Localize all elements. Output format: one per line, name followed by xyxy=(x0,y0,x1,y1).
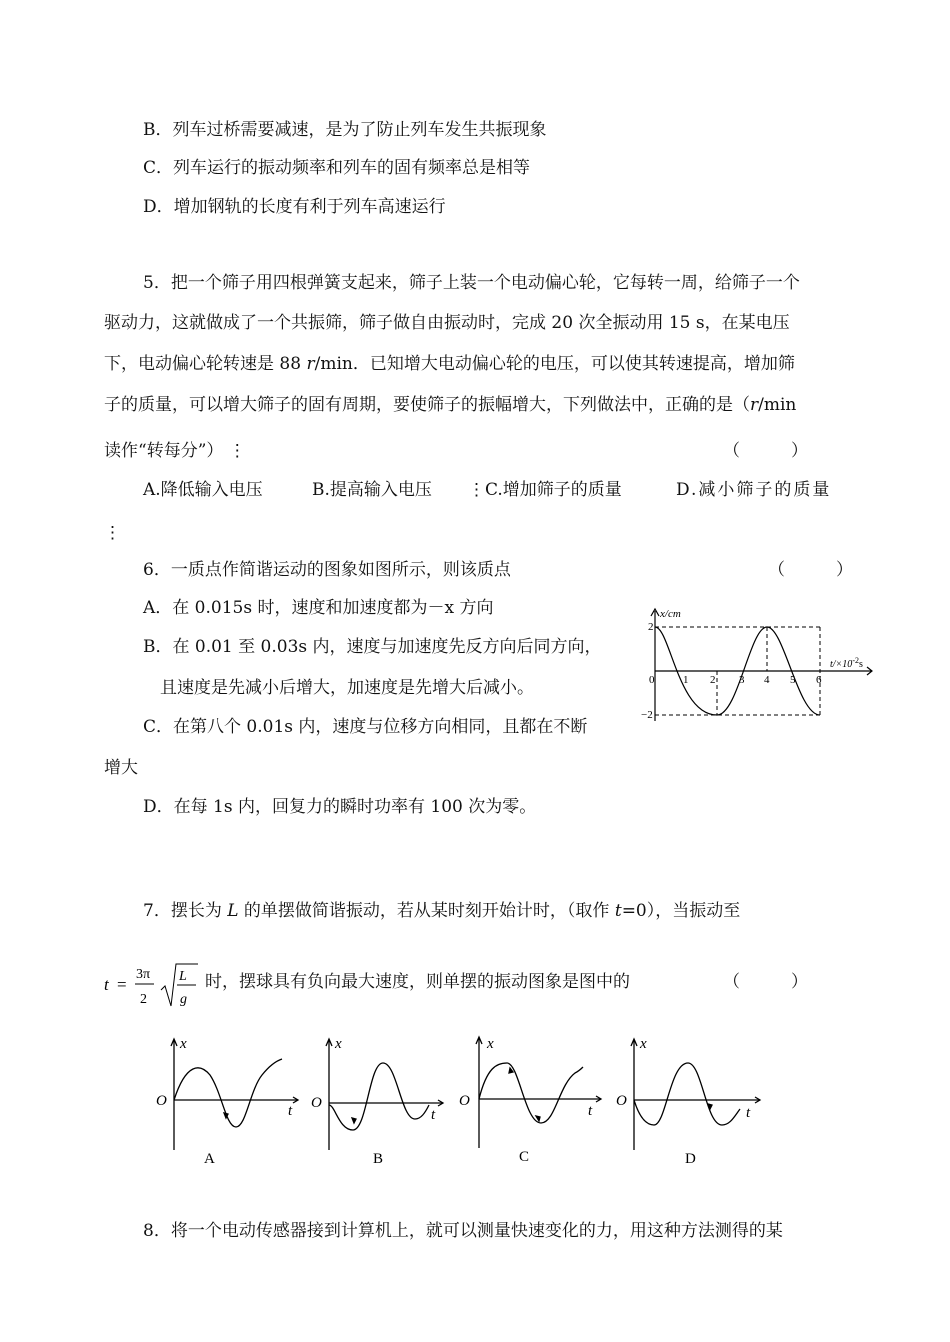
svg-text:O: O xyxy=(459,1093,470,1109)
q5-line-5: 读作“转每分”） ⋮ xyxy=(104,441,246,461)
svg-text:L: L xyxy=(179,969,187,984)
q8-line-1: 8．将一个电动传感器接到计算机上，就可以测量快速变化的力，用这种方法测得的某 xyxy=(143,1221,783,1241)
svg-text:O: O xyxy=(156,1093,167,1109)
svg-text:=: = xyxy=(117,975,127,994)
q5-line-4: 子的质量，可以增大筛子的固有周期，要使筛子的振幅增大，下列做法中，正确的是（r/min xyxy=(104,395,797,415)
q4-option-d: D．增加钢轨的长度有利于列车高速运行 xyxy=(143,197,446,217)
svg-text:x: x xyxy=(180,1036,187,1052)
q6-option-b-line-1: B．在 0.01 至 0.03s 内，速度与加速度先反方向后同方向， xyxy=(143,637,602,657)
q7-graph-d xyxy=(610,1035,765,1170)
svg-text:O: O xyxy=(311,1095,322,1111)
q6-tick-6: 6 xyxy=(816,674,822,686)
q5-marker-1: ⋮ xyxy=(228,441,246,461)
q5-marker-3: ⋮ xyxy=(104,523,121,543)
q7-graph-a xyxy=(150,1035,300,1170)
q6-option-c-line-2: 增大 xyxy=(104,758,138,778)
svg-text:t: t xyxy=(588,1103,593,1119)
q4-option-b: B．列车过桥需要减速，是为了防止列车发生共振现象 xyxy=(143,120,547,140)
svg-text:2: 2 xyxy=(140,992,147,1007)
q6-tick-5: 5 xyxy=(790,674,796,686)
q6-x-axis-label: $t/\times 10^{-2}s$ xyxy=(830,656,863,670)
q5-option-b: B.提高输入电压 xyxy=(312,480,432,500)
q5-option-c: ⋮C.增加筛子的质量 xyxy=(468,480,622,500)
q6-oscillation-graph xyxy=(640,605,880,725)
q6-tick-1: 1 xyxy=(683,674,689,686)
q7-graph-b xyxy=(305,1035,455,1170)
q6-answer-paren: （ ） xyxy=(768,560,853,580)
svg-text:x: x xyxy=(640,1036,647,1052)
q7-graph-a-label: A xyxy=(204,1151,215,1167)
q7-stem-line-1: 7．摆长为 L 的单摆做简谐振动，若从某时刻开始计时，（取作 t=0），当振动至 xyxy=(143,901,741,921)
q5-line-3: 下，电动偏心轮转速是 88 r/min．已知增大电动偏心轮的电压，可以使其转速提高，增加筛 xyxy=(104,354,795,374)
svg-text:x: x xyxy=(487,1036,494,1052)
svg-text:x: x xyxy=(335,1036,342,1052)
q5-marker-2: ⋮ xyxy=(468,480,485,500)
q6-y-bottom-label: −2 xyxy=(641,709,653,721)
q6-tick-3: 3 xyxy=(739,674,745,686)
q4-option-c: C．列车运行的振动频率和列车的固有频率总是相等 xyxy=(143,158,531,178)
svg-text:t: t xyxy=(288,1103,293,1119)
q7-stem-line-2: 时，摆球具有负向最大速度，则单摆的振动图象是图中的 xyxy=(205,972,630,992)
svg-text:t: t xyxy=(431,1107,436,1123)
q7-answer-paren: （ ） xyxy=(723,972,808,992)
q6-stem: 6．一质点作简谐运动的图象如图所示，则该质点 xyxy=(143,560,511,580)
q5-line-1: 5．把一个筛子用四根弹簧支起来，筛子上装一个电动偏心轮，它每转一周，给筛子一个 xyxy=(143,273,800,293)
q5-answer-paren: （ ） xyxy=(723,441,808,461)
q6-option-a: A．在 0.015s 时，速度和加速度都为－x 方向 xyxy=(143,598,494,618)
q6-y-axis-label: x/cm xyxy=(660,608,681,620)
q7-graph-b-label: B xyxy=(373,1151,384,1167)
q7-graph-d-label: D xyxy=(685,1151,696,1167)
q5-line-2: 驱动力，这就做成了一个共振筛，筛子做自由振动时，完成 20 次全振动用 15 s，在某电压 xyxy=(104,313,790,333)
svg-text:g: g xyxy=(180,992,187,1007)
q6-tick-2: 2 xyxy=(710,674,716,686)
svg-text:3π: 3π xyxy=(136,967,151,982)
q5-option-a: A.降低输入电压 xyxy=(143,480,263,500)
q7-time-formula xyxy=(104,960,200,1012)
q5-option-d: D.减小筛子的质量 xyxy=(676,480,832,500)
svg-text:t: t xyxy=(746,1105,751,1121)
q6-tick-4: 4 xyxy=(764,674,770,686)
q6-origin-label: 0 xyxy=(649,674,655,686)
q6-y-top-label: 2 xyxy=(648,621,654,633)
q7-graph-c xyxy=(455,1033,605,1168)
svg-text:O: O xyxy=(616,1093,627,1109)
svg-text:t: t xyxy=(104,975,109,994)
q6-option-c-line-1: C．在第八个 0.01s 内，速度与位移方向相同，且都在不断 xyxy=(143,717,588,737)
q6-option-d: D．在每 1s 内，回复力的瞬时功率有 100 次为零。 xyxy=(143,797,537,817)
q6-option-b-line-2: 且速度是先减小后增大，加速度是先增大后减小。 xyxy=(160,678,534,698)
q7-graph-c-label: C xyxy=(519,1149,530,1165)
